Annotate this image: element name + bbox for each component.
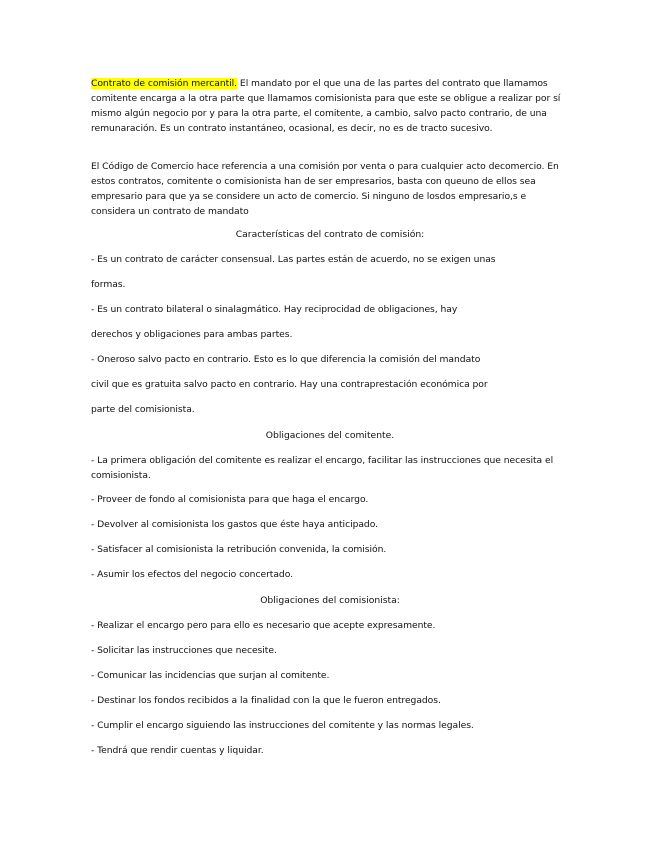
comitente-item: - Devolver al comisionista los gastos que éste haya anticipado. xyxy=(91,519,378,530)
caracteristicas-heading: Características del contrato de comisión: xyxy=(235,229,425,240)
highlighted-term: Contrato de comisión mercantil. xyxy=(91,78,238,89)
comisionista-item: - Tendrá que rendir cuentas y liquidar. xyxy=(91,745,264,756)
comisionista-item: - Realizar el encargo pero para ello es necesario que acepte expresamente. xyxy=(91,620,436,631)
comisionista-heading: Obligaciones del comisionista: xyxy=(260,595,400,606)
intro-definition: El mandato por el que una de las partes del contrato que llamamos comitente encarga a la otra parte que llamamos comisionista para que este se obligue a realizar por sí mismo algún negocio por y para la otra parte, el comitente, a cambio, salvo pacto contrario, de una remunaración. Es un contrato instantáneo, ocasional, es decir, no es de tracto sucesivo. xyxy=(91,78,561,134)
intro-paragraph xyxy=(91,76,569,136)
comisionista-item: - Solicitar las instrucciones que necesite. xyxy=(91,645,277,656)
comisionista-item: - Destinar los fondos recibidos a la finalidad con la que le fueron entregados. xyxy=(91,695,441,706)
comitente-heading: Obligaciones del comitente. xyxy=(265,430,395,441)
caracteristicas-line: - Oneroso salvo pacto en contrario. Esto es lo que diferencia la comisión del mandato xyxy=(91,354,481,365)
caracteristicas-line: civil que es gratuita salvo pacto en contrario. Hay una contraprestación económica por xyxy=(91,379,488,390)
comitente-first-item: - La primera obligación del comitente es realizar el encargo, facilitar las instrucciones que necesita el comisionista. xyxy=(91,455,554,481)
caracteristicas-line: - Es un contrato bilateral o sinalagmático. Hay reciprocidad de obligaciones, hay xyxy=(91,304,458,315)
caracteristicas-line: formas. xyxy=(91,279,126,290)
comisionista-item: - Cumplir el encargo siguiendo las instrucciones del comitente y las normas legales. xyxy=(91,720,474,731)
comitente-item: - Asumir los efectos del negocio concertado. xyxy=(91,569,293,580)
caracteristicas-line: derechos y obligaciones para ambas partes. xyxy=(91,329,293,340)
comitente-item: - Proveer de fondo al comisionista para que haga el encargo. xyxy=(91,494,369,505)
caracteristicas-line: parte del comisionista. xyxy=(91,404,195,415)
comitente-item: - Satisfacer al comisionista la retribución convenida, la comisión. xyxy=(91,544,387,555)
codigo-paragraph: El Código de Comercio hace referencia a una comisión por venta o para cualquier acto decomercio. En estos contratos, comitente o comisionista han de ser empresarios, basta con queuno de ellos sea empresario para que ya se considere un acto de comercio. Si ninguno de losdos empresario,s e considera un contrato de mandato xyxy=(91,161,559,217)
comisionista-item: - Comunicar las incidencias que surjan al comitente. xyxy=(91,670,330,681)
caracteristicas-line: - Es un contrato de carácter consensual. Las partes están de acuerdo, no se exigen unas xyxy=(91,254,496,265)
